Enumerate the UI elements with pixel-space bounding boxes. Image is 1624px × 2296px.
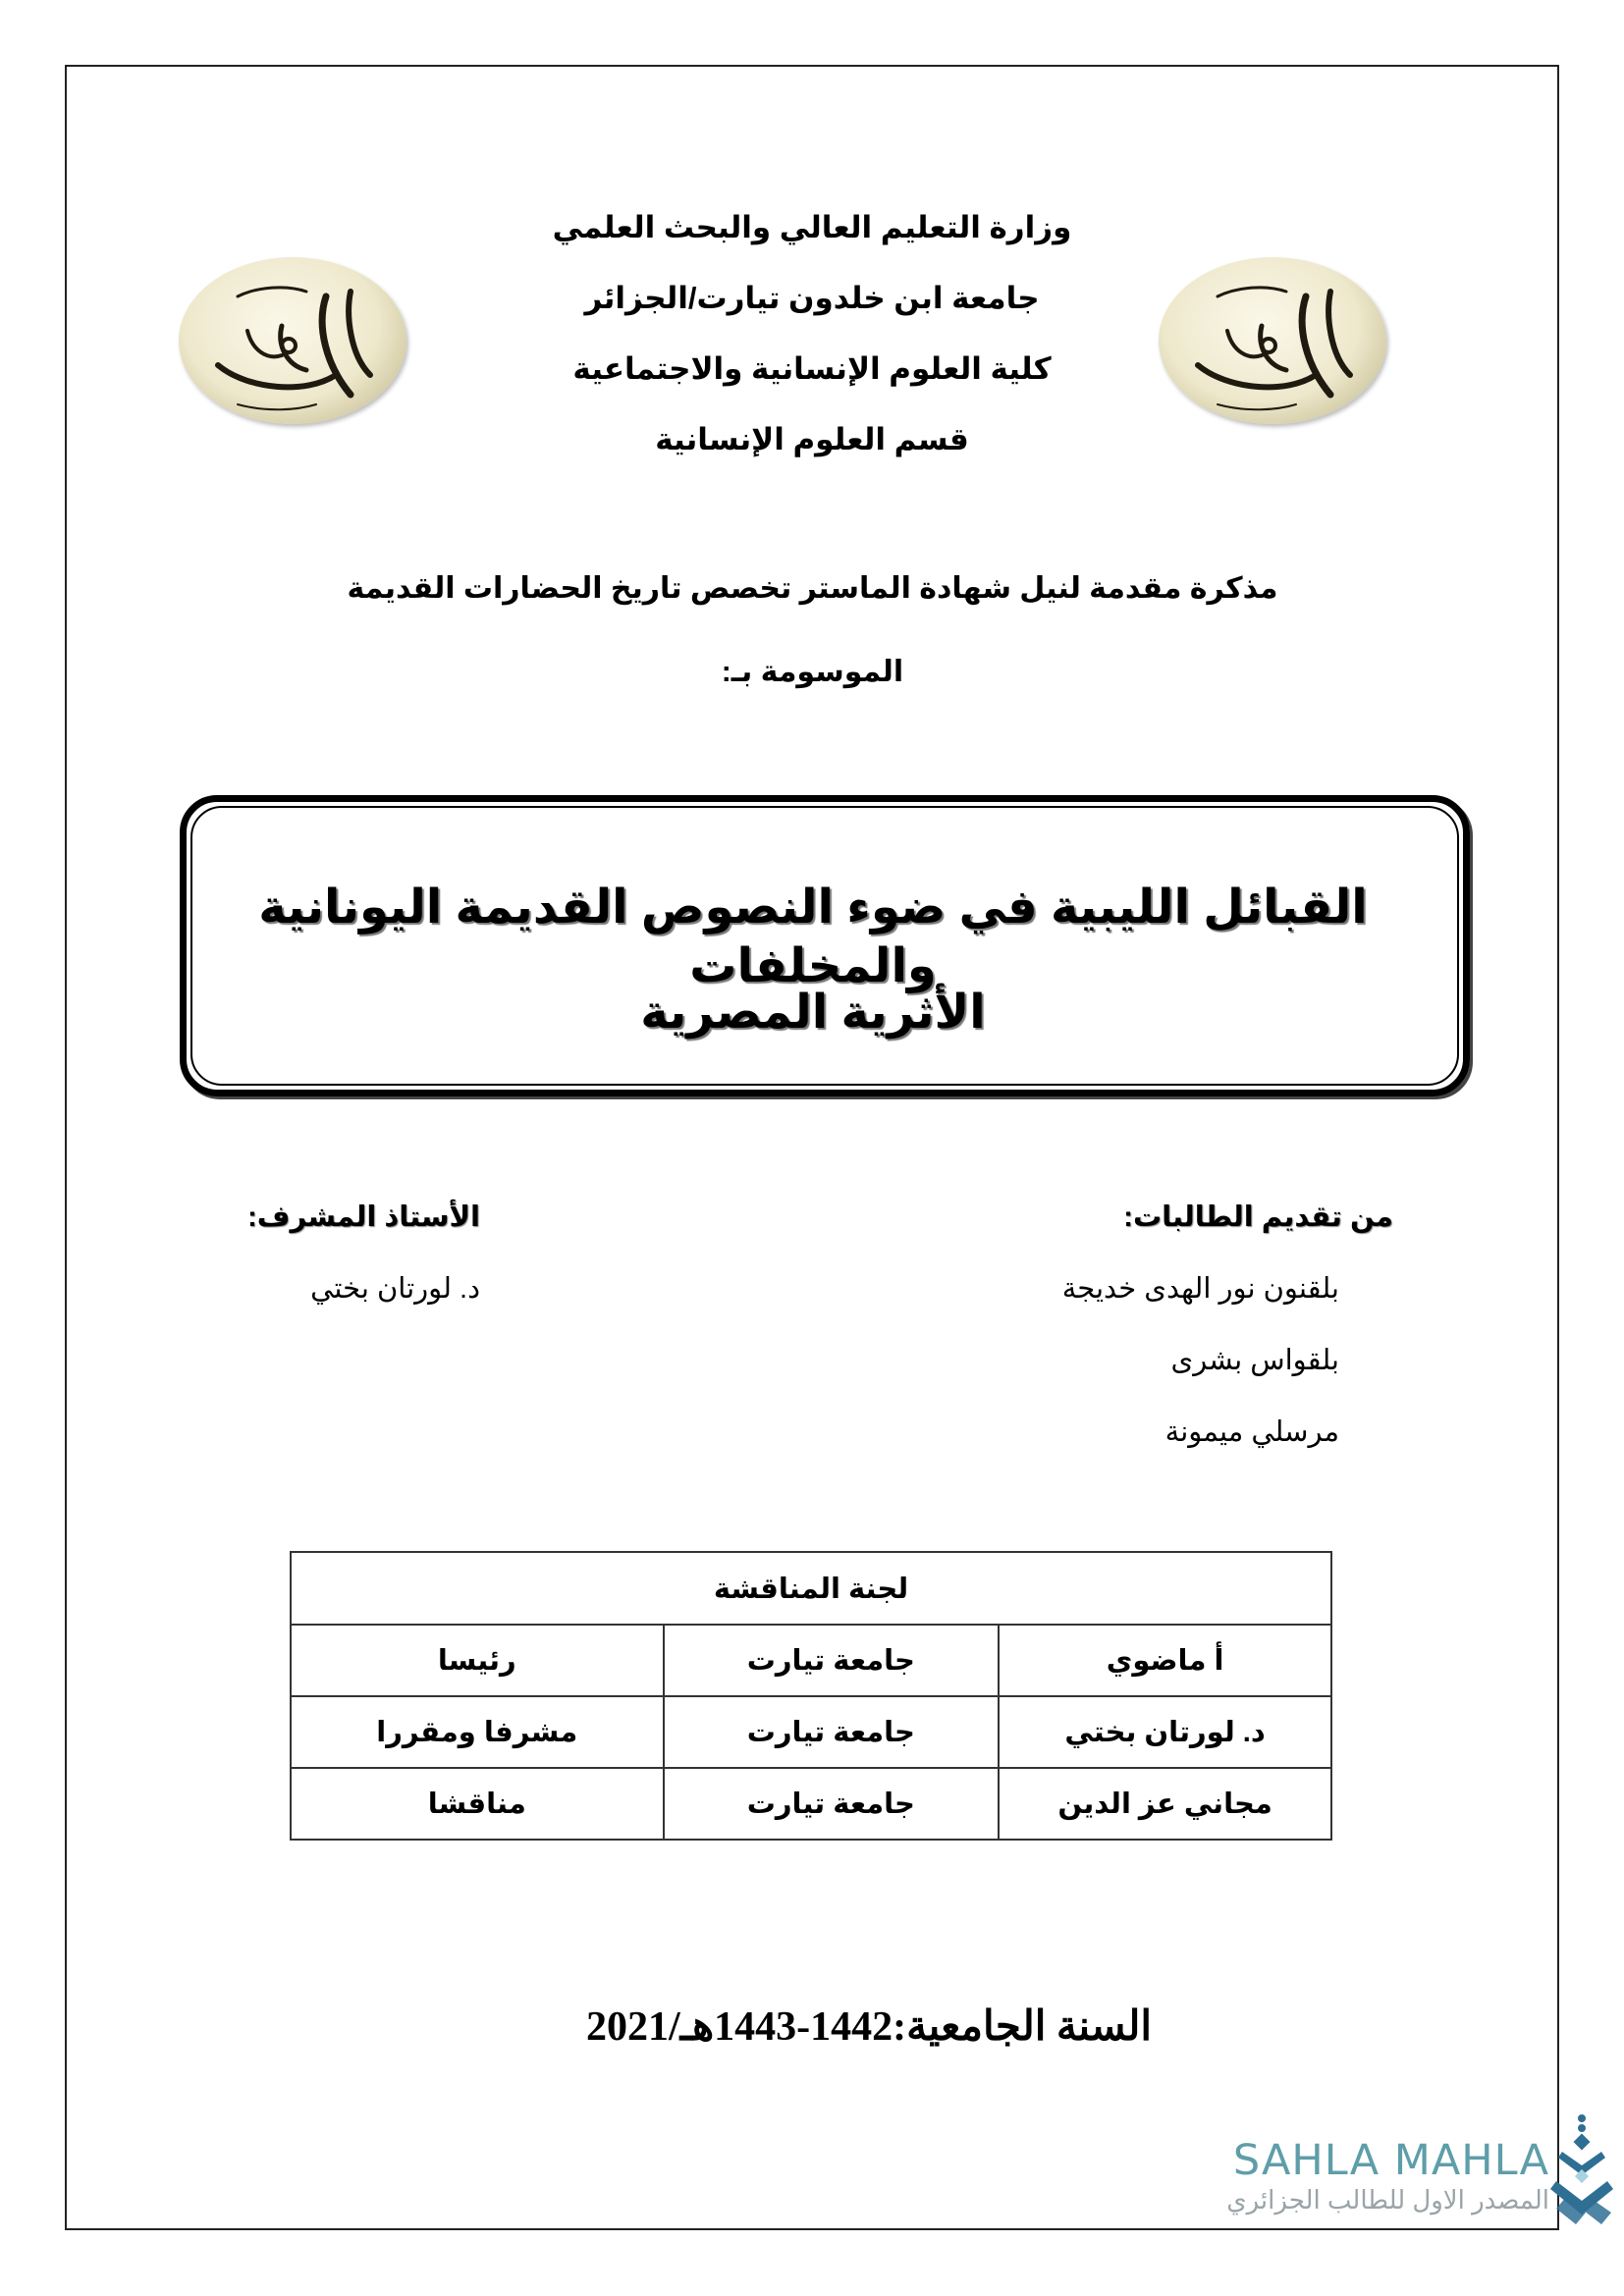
sahla-mahla-logo-icon <box>1546 2110 1617 2228</box>
student-name: بلقنون نور الهدى خديجة <box>1061 1273 1339 1305</box>
student-name: بلقواس بشرى <box>1170 1345 1339 1376</box>
university-seal-left <box>179 257 406 424</box>
supervisor-name: د. لورتان بختي <box>310 1273 480 1305</box>
thesis-title-line-2: الأثرية المصرية <box>640 987 986 1039</box>
member-name: أ ماضوي <box>999 1625 1331 1696</box>
faculty-name: كلية العلوم الإنسانية والاجتماعية <box>572 351 1052 386</box>
presenters-label: من تقديم الطالبات: <box>1123 1201 1393 1233</box>
thesis-title-line-1: القبائل الليبية في ضوء النصوص القديمة اليونانية والمخلفات <box>258 881 1368 992</box>
academic-year: السنة الجامعية:1442-1443هـ/2021 <box>585 2004 1153 2050</box>
ministry-name: وزارة التعليم العالي والبحث العلمي <box>552 210 1072 244</box>
supervisor-label: الأستاذ المشرف: <box>247 1201 480 1233</box>
member-role: رئيسا <box>291 1625 664 1696</box>
table-row <box>291 1696 1331 1768</box>
committee-table <box>290 1551 1332 1841</box>
watermark-brand: SAHLA MAHLA <box>1232 2136 1549 2185</box>
table-row <box>291 1625 1331 1696</box>
member-name: د. لورتان بختي <box>999 1696 1331 1768</box>
member-role: مشرفا ومقررا <box>291 1696 664 1768</box>
member-institution: جامعة تيارت <box>664 1625 1000 1696</box>
member-institution: جامعة تيارت <box>664 1768 1000 1840</box>
university-name: جامعة ابن خلدون تيارت/الجزائر <box>584 281 1040 315</box>
table-row <box>291 1768 1331 1840</box>
member-institution: جامعة تيارت <box>664 1696 1000 1768</box>
committee-header-row <box>291 1552 1331 1625</box>
calligraphy-seal-icon <box>179 257 406 424</box>
department-name: قسم العلوم الإنسانية <box>655 422 969 456</box>
committee-title: لجنة المناقشة <box>291 1552 1331 1625</box>
member-role: مناقشا <box>291 1768 664 1840</box>
member-name: مجاني عز الدين <box>999 1768 1331 1840</box>
watermark-tagline: المصدر الاول للطالب الجزائري <box>1226 2185 1549 2215</box>
memo-description: مذكرة مقدمة لنيل شهادة الماستر تخصص تاريخ الحضارات القديمة <box>347 572 1278 605</box>
student-name: مرسلي ميمونة <box>1164 1416 1339 1448</box>
memo-titled-label: الموسومة بـ: <box>721 656 904 688</box>
